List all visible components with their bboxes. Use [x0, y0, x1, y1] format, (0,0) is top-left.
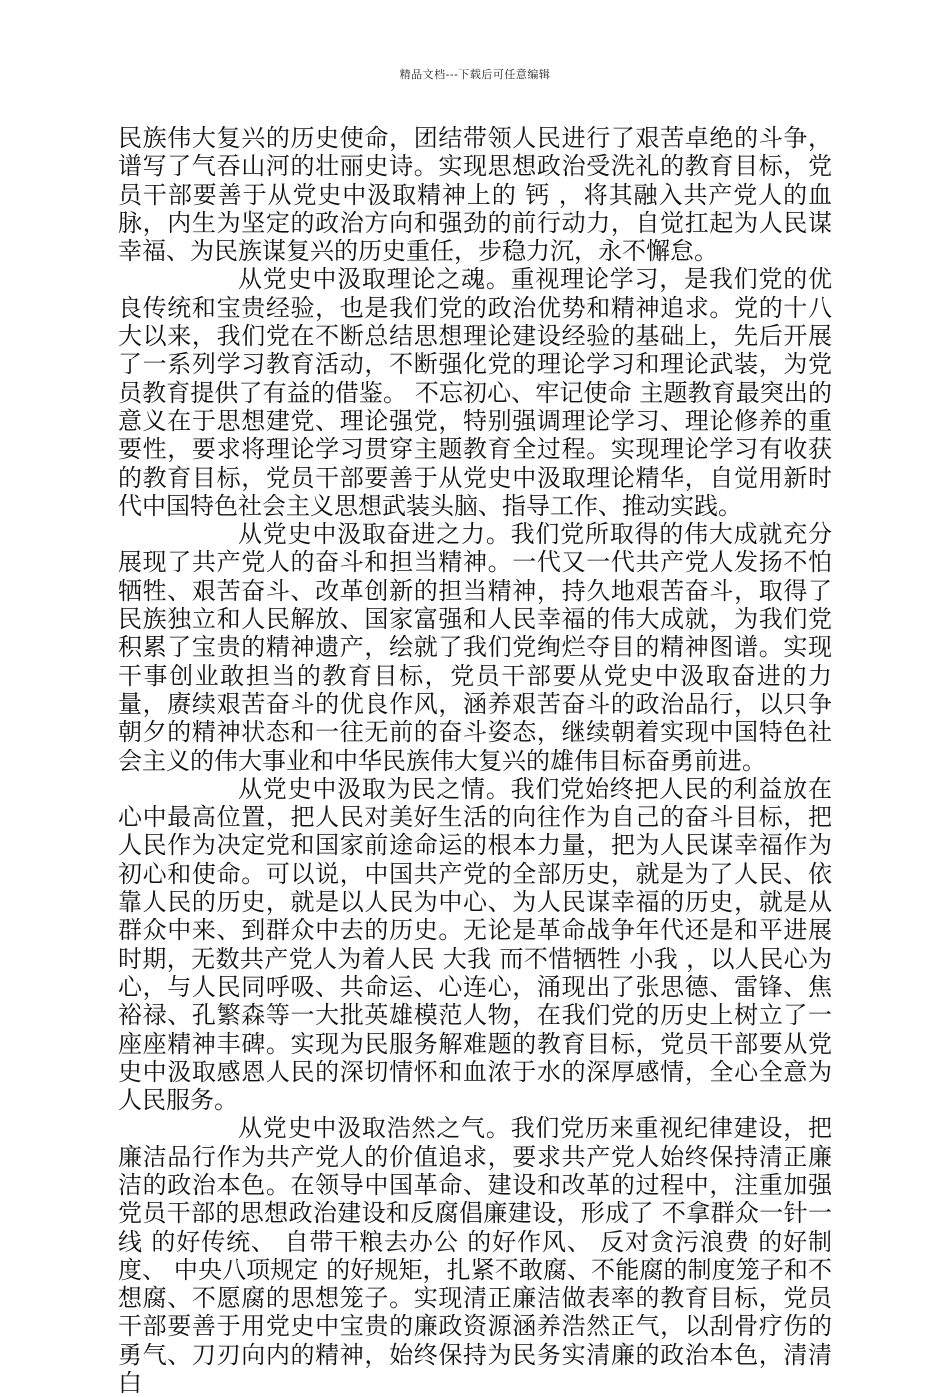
- paragraph-1: 民族伟大复兴的历史使命，团结带领人民进行了艰苦卓绝的斗争，谱写了气吞山河的壮丽史诗。实现思想政治受洗礼的教育目标，党员干部要善于从党史中汲取精神上的 钙 ，将其融入共产党人的血脉，内生为坚定的政治方向和强劲的前行动力，自觉扛起为人民谋幸福、为民族谋复兴的历史重任，步稳力沉，永不懈怠。: [118, 124, 832, 266]
- paragraph-3: 从党史中汲取奋进之力。我们党所取得的伟大成就充分展现了共产党人的奋斗和担当精神。一代又一代共产党人发扬不怕牺牲、艰苦奋斗、改革创新的担当精神，持久地艰苦奋斗，取得了民族独立和人民解放、国家富强和人民幸福的伟大成就，为我们党积累了宝贵的精神遗产，绘就了我们党绚烂夺目的精神图谱。实现干事创业敢担当的教育目标，党员干部要从党史中汲取奋进的力量，赓续艰苦奋斗的优良作风，涵养艰苦奋斗的政治品行，以只争朝夕的精神状态和一往无前的奋斗姿态，继续朝着实现中国特色社会主义的伟大事业和中华民族伟大复兴的雄伟目标奋勇前进。: [118, 520, 832, 775]
- paragraph-2: 从党史中汲取理论之魂。重视理论学习，是我们党的优良传统和宝贵经验，也是我们党的政治优势和精神追求。党的十八大以来，我们党在不断总结思想理论建设经验的基础上，先后开展了一系列学习教育活动，不断强化党的理论学习和理论武装，为党员教育提供了有益的借鉴。 不忘初心、牢记使命 主题教育最突出的意义在于思想建党、理论强党，特别强调理论学习、理论修养的重要性，要求将理论学习贯穿主题教育全过程。实现理论学习有收获的教育目标，党员干部要善于从党史中汲取理论精华，自觉用新时代中国特色社会主义思想武装头脑、指导工作、推动实践。: [118, 265, 832, 520]
- paragraph-5: 从党史中汲取浩然之气。我们党历来重视纪律建设，把廉洁品行作为共产党人的价值追求，要求共产党人始终保持清正廉洁的政治本色。在领导中国革命、建设和改革的过程中，注重加强党员干部的思想政治建设和反腐倡廉建设，形成了 不拿群众一针一线 的好传统、 自带干粮去办公 的好作风、 反对贪污浪费 的好制度、 中央八项规定 的好规矩，扎紧不敢腐、不能腐的制度笼子和不想腐、不愿腐的思想笼子。实现清正廉洁做表率的教育目标，党员干部要善于用党史中宝贵的廉政资源涵养浩然正气，以刮骨疗伤的勇气、刀刃向内的精神，始终保持为民务实清廉的政治本色，清清白: [118, 1114, 832, 1397]
- document-body: [118, 124, 832, 1397]
- page-header: 精品文档---下载后可任意编辑: [399, 68, 551, 81]
- paragraph-4: 从党史中汲取为民之情。我们党始终把人民的利益放在心中最高位置，把人民对美好生活的向往作为自己的奋斗目标，把人民作为决定党和国家前途命运的根本力量，把为人民谋幸福作为初心和使命。可以说，中国共产党的全部历史，就是为了人民、依靠人民的历史，就是以人民为中心、为人民谋幸福的历史，就是从群众中来、到群众中去的历史。无论是革命战争年代还是和平进展时期，无数共产党人为着人民 大我 而不惜牺牲 小我 ，以人民心为心，与人民同呼吸、共命运、心连心，涌现出了张思德、雷锋、焦裕禄、孔繁森等一大批英雄模范人物，在我们党的历史上树立了一座座精神丰碑。实现为民服务解难题的教育目标，党员干部要从党史中汲取感恩人民的深切情怀和血浓于水的深厚感情，全心全意为人民服务。: [118, 774, 832, 1115]
